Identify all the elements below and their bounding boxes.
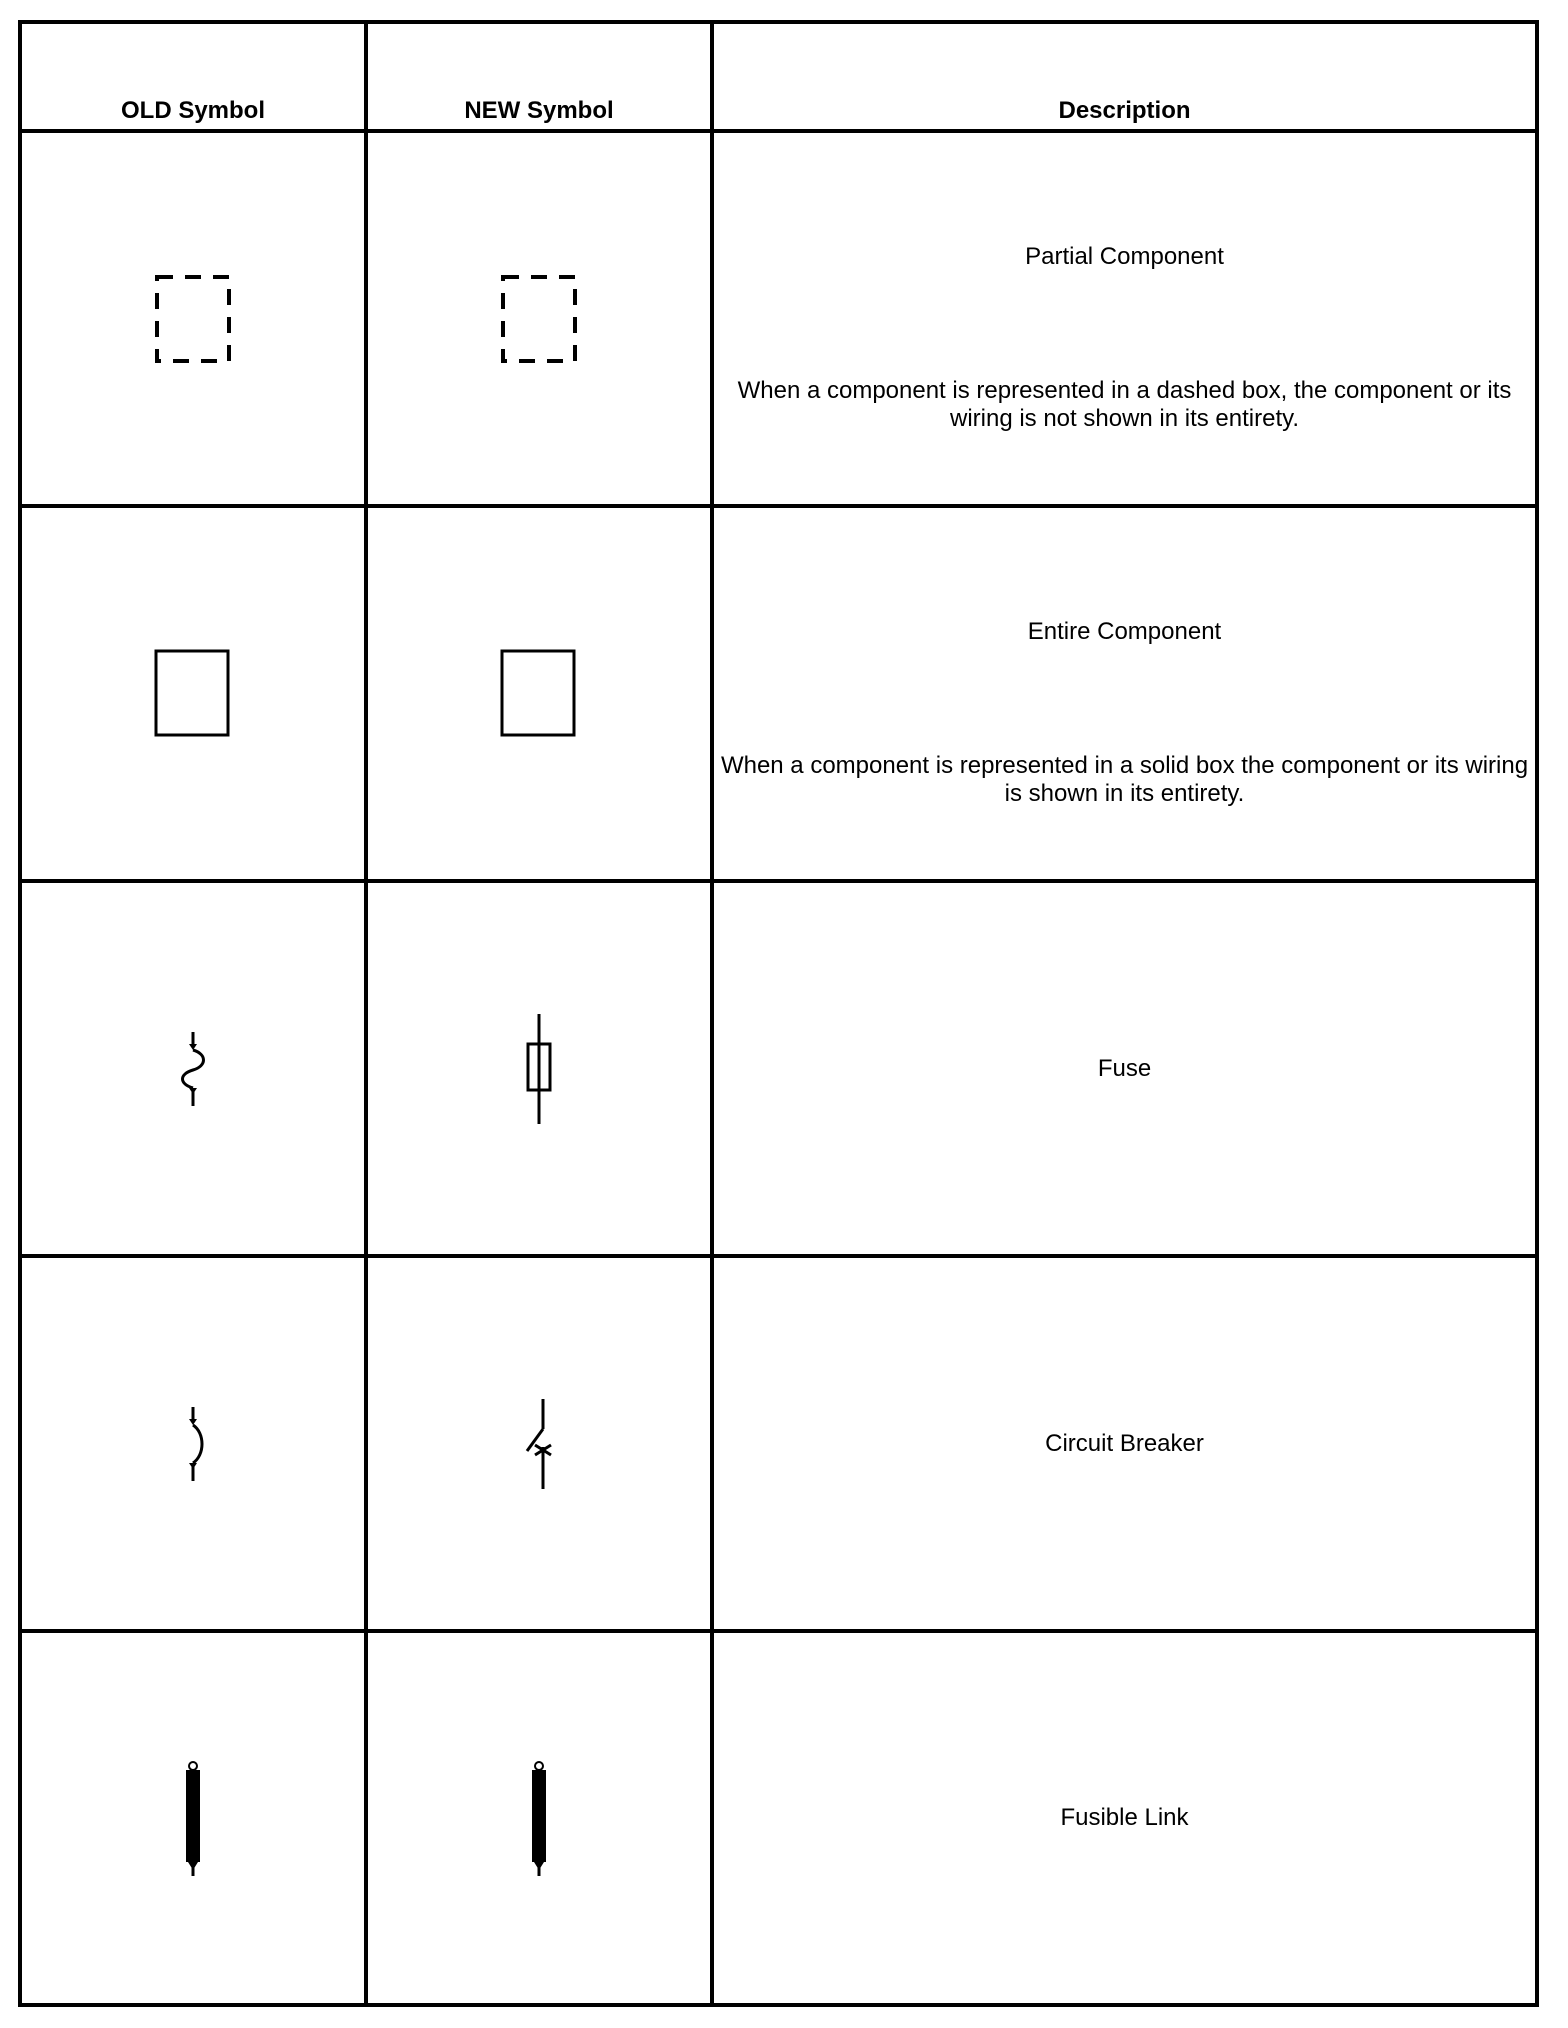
table-row-new-symbol: [368, 133, 710, 504]
dashed-box-icon: [153, 273, 233, 365]
table-row-old-symbol: [22, 508, 364, 879]
symbol-table: [18, 20, 1539, 2007]
dashed-box-icon: [499, 273, 579, 365]
table-row-description: [714, 1633, 1535, 2003]
solid-box-icon: [154, 649, 232, 739]
description-body: When a component is represented in a dashed box, the component or its wiring is not shown in its entirety.: [737, 377, 1512, 432]
table-row-description: [714, 508, 1535, 879]
circuit-breaker-old-icon: [173, 1407, 213, 1481]
fusible-link-new-icon: [524, 1760, 554, 1876]
table-row-old-symbol: [22, 133, 364, 504]
fusible-link-old-icon: [178, 1760, 208, 1876]
table-row-description: [714, 133, 1535, 504]
table-row-old-symbol: [22, 1633, 364, 2003]
description-title: Entire Component: [1027, 618, 1222, 645]
header-new-symbol: NEW Symbol: [464, 97, 614, 124]
description-title: Partial Component: [1025, 243, 1224, 270]
table-row-new-symbol: [368, 1258, 710, 1629]
table-row-new-symbol: [368, 508, 710, 879]
header-old-symbol: OLD Symbol: [120, 97, 265, 124]
table-row-old-symbol: [22, 1258, 364, 1629]
header-description: Description: [1058, 97, 1191, 124]
circuit-breaker-new-icon: [517, 1399, 561, 1489]
fuse-old-icon: [173, 1032, 213, 1106]
description-body: When a component is represented in a solid box the component or its wiring is shown in its entirety.: [720, 752, 1529, 807]
table-row-new-symbol: [368, 883, 710, 1254]
table-row-new-symbol: [368, 1633, 710, 2003]
description-title: Circuit Breaker: [1045, 1429, 1204, 1457]
fuse-new-icon: [519, 1014, 559, 1124]
table-row-description: [714, 1258, 1535, 1629]
description-title: Fuse: [1097, 1054, 1152, 1082]
description-title: Fusible Link: [1060, 1804, 1189, 1831]
table-row-description: [714, 883, 1535, 1254]
solid-box-icon: [500, 649, 578, 739]
table-row-old-symbol: [22, 883, 364, 1254]
